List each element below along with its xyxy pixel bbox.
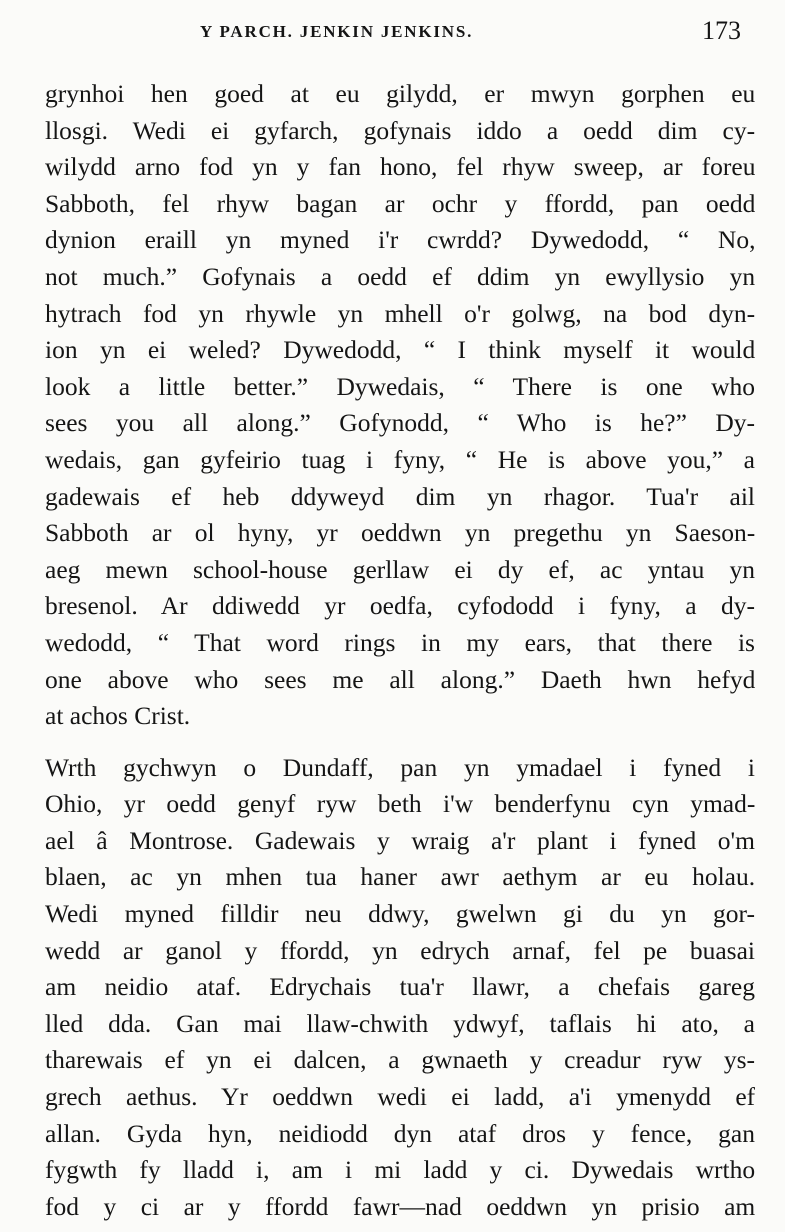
running-title: Y PARCH. JENKIN JENKINS. <box>200 22 474 41</box>
text-line: at achos Crist. <box>45 701 191 731</box>
text-line: bresenol. Ar ddiwedd yr oedfa, cyfododd i fyny, a dy- <box>45 591 755 621</box>
text-line: sees you all along.” Gofynodd, “ Who is he?” Dy- <box>45 408 755 438</box>
text-line: grynhoi hen goed at eu gilydd, er mwyn gorphen eu <box>45 79 755 108</box>
text-line: allan. Gyda hyn, neidiodd dyn ataf dros y fence, gan <box>45 1118 755 1148</box>
text-line: tharewais ef yn ei dalcen, a gwnaeth y creadur ryw ys- <box>45 1045 755 1075</box>
text-line: gadewais ef heb ddyweyd dim yn rhagor. Tua'r ail <box>45 481 755 511</box>
text-line: hytrach fod yn rhywle yn mhell o'r golwg, na bod dyn- <box>45 298 755 328</box>
text-line: Sabboth, fel rhyw bagan ar ochr y ffordd, pan oedd <box>45 188 755 218</box>
text-line: lled dda. Gan mai llaw-chwith ydwyf, taflais hi ato, a <box>45 1008 755 1038</box>
text-line: ael â Montrose. Gadewais y wraig a'r plant i fyned o'm <box>45 825 755 855</box>
text-line: Sabboth ar ol hyny, yr oeddwn yn pregethu yn Saeson- <box>45 518 755 548</box>
text-line: Ohio, yr oedd genyf ryw beth i'w benderfynu cyn ymad- <box>45 789 755 819</box>
text-line: Wedi myned filldir neu ddwy, gwelwn gi du yn gor- <box>45 899 755 929</box>
text-line: ion yn ei weled? Dywedodd, “ I think myself it would <box>45 335 755 365</box>
page-number: 173 <box>702 16 741 45</box>
text-line: dynion eraill yn myned i'r cwrdd? Dywedodd, “ No, <box>45 225 755 255</box>
text-line: fod y ci ar y ffordd fawr—nad oeddwn yn prisio am <box>45 1191 755 1221</box>
paragraph-1 <box>45 76 755 735</box>
text-line: wedodd, “ That word rings in my ears, that there is <box>45 627 755 657</box>
text-line: am neidio ataf. Edrychais tua'r llawr, a chefais gareg <box>45 972 755 1002</box>
text-line: wedd ar ganol y ffordd, yn edrych arnaf, fel pe buasai <box>45 935 755 965</box>
text-line: not much.” Gofynais a oedd ef ddim yn ewyllysio yn <box>45 261 755 291</box>
text-line: one above who sees me all along.” Daeth hwn hefyd <box>45 664 755 694</box>
text-line: wilydd arno fod yn y fan hono, fel rhyw sweep, ar foreu <box>45 152 755 182</box>
text-line: aeg mewn school-house gerllaw ei dy ef, ac yntau yn <box>45 554 755 584</box>
page-header <box>0 14 785 54</box>
text-line: look a little better.” Dywedais, “ There is one who <box>45 371 755 401</box>
text-line: blaen, ac yn mhen tua haner awr aethym ar eu holau. <box>45 862 755 892</box>
text-line: wedais, gan gyfeirio tuag i fyny, “ He is above you,” a <box>45 444 755 474</box>
text-line: grech aethus. Yr oeddwn wedi ei ladd, a'i ymenydd ef <box>45 1082 755 1112</box>
text-line: Wrth gychwyn o Dundaff, pan yn ymadael i fyned i <box>45 752 755 782</box>
text-line: llosgi. Wedi ei gyfarch, gofynais iddo a oedd dim cy- <box>45 115 755 145</box>
text-line: fygwth fy lladd i, am i mi ladd y ci. Dywedais wrtho <box>45 1155 755 1185</box>
paragraph-2 <box>45 750 755 1226</box>
body-text <box>45 76 755 1225</box>
